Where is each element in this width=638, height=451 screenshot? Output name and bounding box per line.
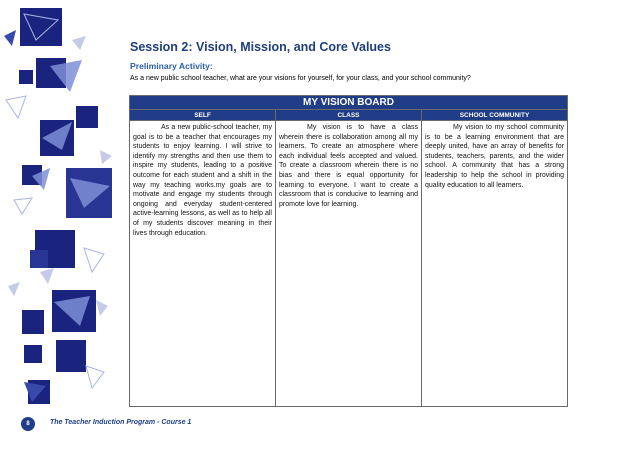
self-vision-text: As a new public-school teacher, my goal is to be a teacher that encourages my students to enjoy learning. I will strive to identify my strengths and then use them to inspire my students, leading to a positive outcome for each student and a shift in the way my teaching works.my goals are to motivate and engage my students through ongoing and everyday student-centered active-learning lessons, as well as to help all of my students discover meaning in their lives through education.	[130, 121, 276, 407]
activity-question: As a new public school teacher, what are your visions for yourself, for your class, and your school community?	[130, 75, 471, 82]
column-header-school-community: SCHOOL COMMUNITY	[422, 110, 568, 121]
page-title: Session 2: Vision, Mission, and Core Values	[130, 40, 391, 54]
vision-board-table	[129, 95, 568, 407]
column-header-self: SELF	[130, 110, 276, 121]
class-vision-text: My vision is to have a class wherein there is collaboration among all my learners. To create an atmosphere where each individual feels accepted and valued. To create a classroom wherein there is no bias and there is equal opportunity for learning to everyone. I want to create a classroom that is conducive to learning and promote love for learning.	[276, 121, 422, 407]
column-header-class: CLASS	[276, 110, 422, 121]
school-community-vision-text: My vision to my school community is to be a learning environment that are deeply united, have an array of benefits for students, teachers, parents, and the wider school. A community that has a strong leadership to help the school in providing quality education to all learners.	[422, 121, 568, 407]
footer-course-title: The Teacher Induction Program - Course 1	[50, 419, 192, 426]
page-number-badge: 8	[21, 417, 35, 431]
vision-board-title: MY VISION BOARD	[130, 96, 568, 110]
decorative-geometric-pattern	[0, 0, 118, 420]
activity-subtitle: Preliminary Activity:	[130, 61, 213, 71]
